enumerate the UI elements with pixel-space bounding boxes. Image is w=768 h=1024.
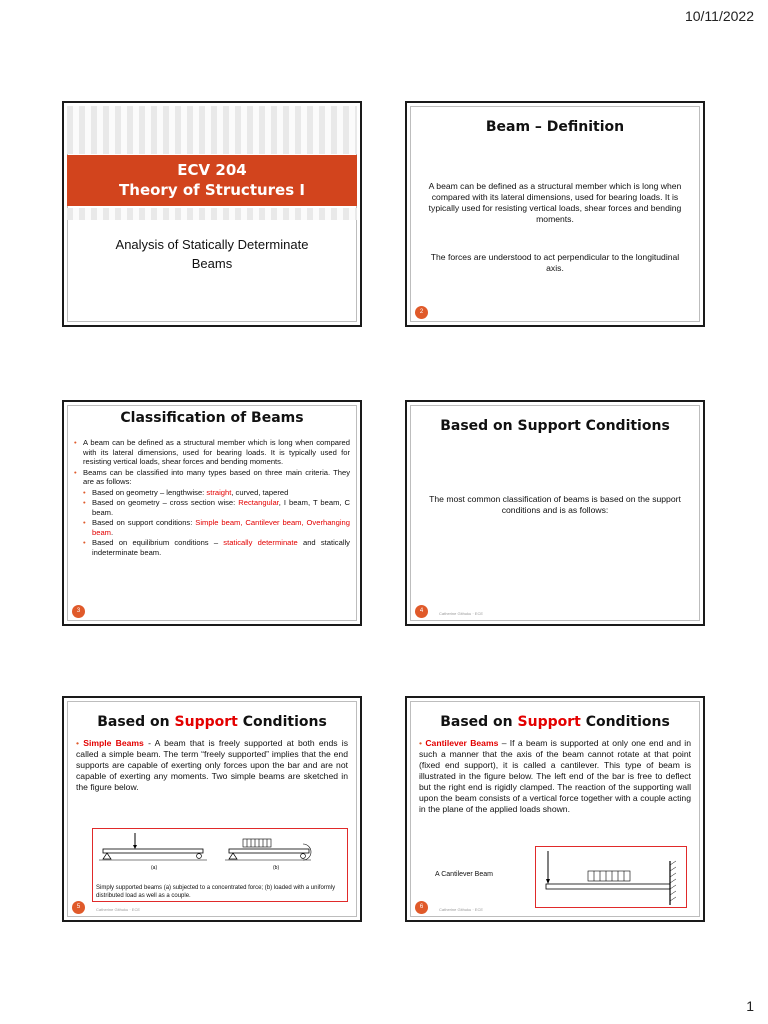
subtitle-line-1: Analysis of Statically Determinate xyxy=(115,237,309,252)
cantilever-paragraph: • Cantilever Beams – If a beam is supported at only one end and in such a manner that the axis of the beam cannot rotate at that point (fixed end support), it is called a cantilever. This type of beam is illustrated in the figure below. The left end of the bar is free to deflect but the right end is rigidly clamped. The reaction of the supporting wall upon the beam consists of a vertical force together with a couple acting in the plane of the applied loads shown. xyxy=(419,738,691,814)
list-item: • Based on geometry – lengthwise: straight, curved, tapered xyxy=(83,488,350,498)
support-paragraph: The most common classification of beams is based on the support conditions and is as follows: xyxy=(429,494,681,515)
list-item: • Based on equilibrium conditions – statically determinate and statically indeterminate beam. xyxy=(83,538,350,557)
slide-3 xyxy=(62,400,362,626)
course-title: Theory of Structures I xyxy=(119,181,305,199)
course-code: ECV 204 xyxy=(177,161,247,179)
slide-title: Classification of Beams xyxy=(120,410,304,426)
slide-number-badge: 2 xyxy=(415,306,428,319)
cantilever-label: A Cantilever Beam xyxy=(435,871,493,878)
list-item: • Beams can be classified into many types based on three main criteria. They are as follows: xyxy=(74,468,350,487)
slide-number-badge: 4 xyxy=(415,605,428,618)
decorative-stripes-bottom xyxy=(67,208,357,220)
slide-footer: Catherine Githuku · ECE xyxy=(439,611,484,616)
slide-number-badge: 6 xyxy=(415,901,428,914)
slide-footer: Catherine Githuku · ECE xyxy=(96,907,141,912)
list-item: • Based on geometry – cross section wise: Rectangular, I beam, T beam, C beam. xyxy=(83,498,350,517)
slide-title: Based on Support Conditions xyxy=(97,714,327,730)
slide-subtitle xyxy=(74,235,350,273)
cantilever-figure xyxy=(535,846,687,908)
definition-paragraph: A beam can be defined as a structural member which is long when compared with its lateral dimensions, used for bearing loads. It is typically used for resisting vertical loads, shear forces and bending moments. xyxy=(428,181,682,224)
list-item: • A beam can be defined as a structural member which is long when compared with its lateral dimensions, used for bearing loads. It is typically used for resisting vertical loads, shear forces and bending moments. xyxy=(74,438,350,467)
slide-2 xyxy=(405,101,705,327)
subtitle-line-2: Beams xyxy=(191,256,233,271)
slide-6 xyxy=(405,696,705,922)
figure-b-label: (b) xyxy=(273,865,280,871)
cantilever-diagram xyxy=(536,847,688,909)
decorative-stripes xyxy=(67,106,357,154)
slide-footer: Catherine Githuku · ECE xyxy=(439,907,484,912)
print-date: 10/11/2022 xyxy=(684,8,754,24)
title-band xyxy=(67,155,357,206)
slide-number-badge: 3 xyxy=(72,605,85,618)
classification-list xyxy=(74,438,350,558)
list-item: • Based on support conditions: Simple beam, Cantilever beam, Overhanging beam. xyxy=(83,518,350,537)
slide-5 xyxy=(62,696,362,922)
slide-number-badge: 5 xyxy=(72,901,85,914)
slide-title: Based on Support Conditions xyxy=(440,714,670,730)
slide-title: Beam – Definition xyxy=(485,119,625,135)
slide-4 xyxy=(405,400,705,626)
page-number: 1 xyxy=(746,998,754,1014)
figure-a-label: (a) xyxy=(151,865,158,871)
slide-title: Based on Support Conditions xyxy=(440,418,670,434)
forces-paragraph: The forces are understood to act perpendicular to the longitudinal axis. xyxy=(430,252,680,273)
slide-1 xyxy=(62,101,362,327)
figure-caption: Simply supported beams (a) subjected to a concentrated force; (b) loaded with a uniformly distributed load as well as a couple. xyxy=(96,885,336,899)
simple-beam-paragraph: • Simple Beams - A beam that is freely supported at both ends is called a simple beam. The term “freely supported” implies that the end supports are capable of exerting only forces upon the bar and are not capable of exerting any moments. Two simple beams are sketched in the figure below. xyxy=(76,738,348,792)
